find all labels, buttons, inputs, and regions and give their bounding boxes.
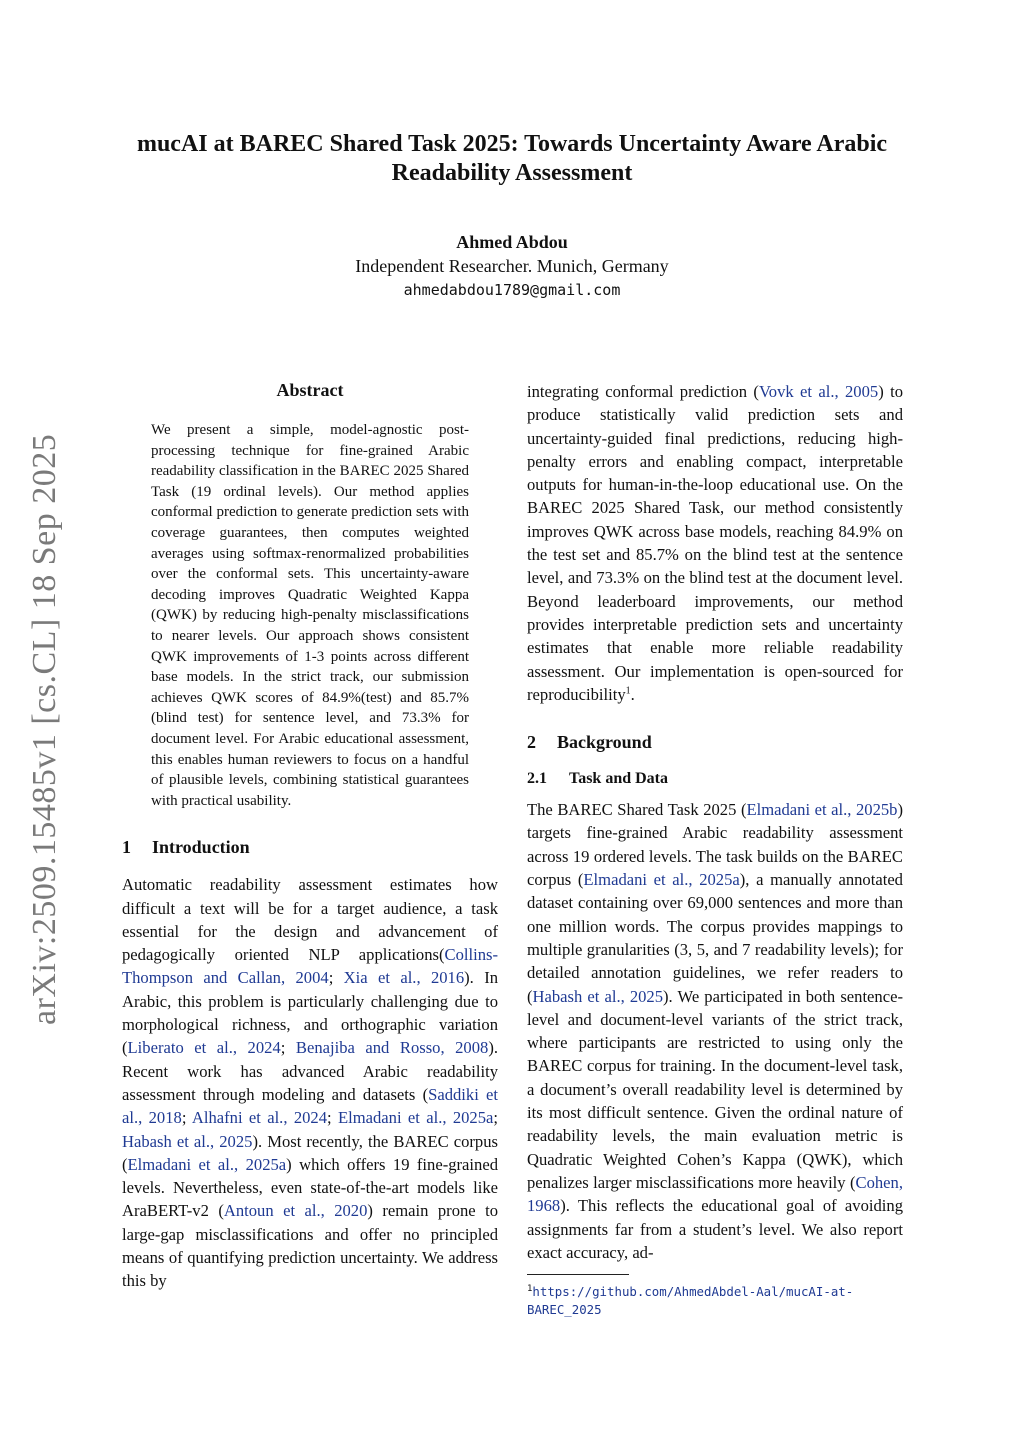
citation-link[interactable]: Elmadani et al., 2025b — [746, 800, 898, 820]
section-number: 2 — [527, 732, 536, 753]
citation-link[interactable]: Benajiba and Rosso, 2008 — [295, 1038, 489, 1058]
section-heading-introduction — [122, 835, 498, 859]
left-column — [122, 378, 498, 1293]
arxiv-identifier-stamp: arXiv:2509.15485v1 [cs.CL] 18 Sep 2025 — [26, 433, 63, 1025]
footnote-marker[interactable]: 1 — [625, 685, 631, 697]
intro-continued-text — [527, 382, 903, 704]
text-run: integrating conformal prediction ( — [527, 382, 759, 401]
citation-link[interactable]: Elmadani et al., 2025a — [583, 870, 740, 890]
citation-link[interactable]: Elmadani et al., 2025a — [127, 1154, 287, 1174]
text-run: ) targets fine-grained Arabic readability assessment across 19 ordered levels. The task builds on the BAREC corpus ( — [527, 800, 903, 890]
author-email[interactable]: ahmedabdou1789@gmail.com — [403, 281, 621, 299]
footnote-url-link[interactable]: https://github.com/AhmedAbdel-Aal/mucAI-at-BAREC_2025 — [527, 1284, 854, 1318]
sentence-end: . — [630, 684, 635, 704]
author-block — [200, 230, 824, 302]
text-run: ) which offers 19 fine-grained levels. Nevertheless, even state-of-the-art models like AraBERT-v2 ( — [122, 1154, 498, 1221]
author-name: Ahmed Abdou — [456, 232, 568, 252]
text-run: ; — [493, 1108, 499, 1128]
section-number: 1 — [122, 837, 131, 858]
citation-link[interactable]: Xia et al., 2016 — [343, 968, 465, 988]
text-run: ). Recent work has advanced Arabic readability assessment through modeling and datasets ( — [122, 1038, 498, 1104]
text-run: ; — [181, 1108, 192, 1128]
text-run: ; — [328, 968, 344, 988]
footnote-number: 1 — [527, 1283, 533, 1294]
section-title: Background — [557, 732, 652, 753]
text-run: ) remain prone to large-gap misclassifications and offer no principled means of quantifying prediction uncertainty. We address this by — [122, 1201, 499, 1291]
abstract-heading: Abstract — [276, 380, 344, 400]
text-run: ). Most recently, the BAREC corpus ( — [122, 1131, 498, 1174]
text-run: ). We participated in both sentence-level and document-level variants of the strict track, where participants are restricted to using only the BAREC corpus for training. In the document-level task, a document’s overall readability level is determined by its most difficult sentence. Given the ordinal nature of readability levels, the main evaluation metric is Quadratic Weighted Cohen’s Kappa (QWK), which penalizes larger misclassifications more heavily ( — [527, 986, 903, 1192]
footnote — [527, 1283, 903, 1319]
citation-link[interactable]: Vovk et al., 2005 — [758, 382, 879, 401]
citation-link[interactable]: Cohen, 1968 — [527, 1172, 903, 1216]
text-run: The BAREC Shared Task 2025 ( — [527, 800, 747, 820]
citation-link[interactable]: Antoun et al., 2020 — [223, 1201, 368, 1221]
section-heading-background — [527, 730, 903, 754]
subsection-title: Task and Data — [569, 770, 669, 788]
paper-title: mucAI at BAREC Shared Task 2025: Towards Uncertainty Aware Arabic Readability Assessment — [136, 131, 888, 186]
right-column — [527, 380, 903, 1319]
text-run: ; — [327, 1108, 338, 1128]
subsection-heading-task-and-data — [527, 768, 903, 790]
author-affiliation: Independent Researcher. Munich, Germany — [355, 256, 669, 276]
introduction-continued-paragraph — [527, 380, 903, 706]
text-run: Automatic readability assessment estimates how difficult a text will be for a target audience, a task essential for the design and advancement of pedagogically oriented NLP applications( — [122, 875, 498, 965]
text-run: ), a manually annotated dataset containing over 69,000 sentences and more than one million words. The corpus provides mappings to multiple granularities (3, 5, and 7 readability levels); for detailed annotation guidelines, we refer readers to ( — [527, 870, 903, 1006]
citation-link[interactable]: Elmadani et al., 2025a — [337, 1108, 494, 1128]
footnote-divider — [527, 1274, 629, 1275]
citation-link[interactable]: Alhafni et al., 2024 — [191, 1108, 328, 1128]
task-and-data-paragraph — [527, 798, 903, 1264]
text-run: ; — [280, 1038, 296, 1058]
citation-link[interactable]: Habash et al., 2025 — [122, 1131, 253, 1151]
citation-link[interactable]: Habash et al., 2025 — [532, 986, 664, 1006]
text-run: ) to produce statistically valid prediction sets and uncertainty-guided final predictions, reducing high-penalty errors and enabling compact, interpretable outputs for human-in-the-loop educational use. On the BAREC 2025 Shared Task, our method consistently improves QWK across base models, reaching 84.9% on the test set and 85.7% on the blind test at the sentence level, and 73.3% on the blind test at the document level. Beyond leaderboard improvements, our method provides interpretable prediction sets and uncertainty estimates that enable more reliable readability assessment. Our implementation is open-sourced for reproducibility — [527, 382, 903, 704]
citation-link[interactable]: Collins-Thompson and Callan, 2004 — [122, 945, 498, 988]
introduction-paragraph — [122, 873, 498, 1292]
subsection-number: 2.1 — [527, 770, 547, 788]
section-title: Introduction — [152, 837, 250, 858]
abstract-text: We present a simple, model-agnostic post-processing technique for fine-grained Arabic readability classification in the BAREC 2025 Shared Task (19 ordinal levels). Our method applies conformal prediction to generate prediction sets with coverage guarantees, then computes weighted averages using softmax-renormalized probabilities over the conformal sets. This uncertainty-aware decoding improves Quadratic Weighted Kappa (QWK) by reducing high-penalty misclassifications to nearer levels. Our approach shows consistent QWK improvements of 1-3 points across different base models. In the strict track, our submission achieves QWK scores of 84.9%(test) and 85.7% (blind test) for sentence level, and 73.3% for document level. For Arabic educational assessment, this enables human reviewers to focus on a handful of plausible levels, combining statistical guarantees with practical usability. — [151, 422, 469, 809]
citation-link[interactable]: Liberato et al., 2024 — [127, 1038, 281, 1058]
text-run: ). This reflects the educational goal of avoiding assignments far from a student’s level. We also report exact accuracy, ad- — [527, 1196, 903, 1262]
citation-link[interactable]: Saddiki et al., 2018 — [122, 1084, 498, 1128]
text-run: ). In Arabic, this problem is particularly challenging due to morphological richness, and orthographic variation ( — [122, 968, 499, 1058]
